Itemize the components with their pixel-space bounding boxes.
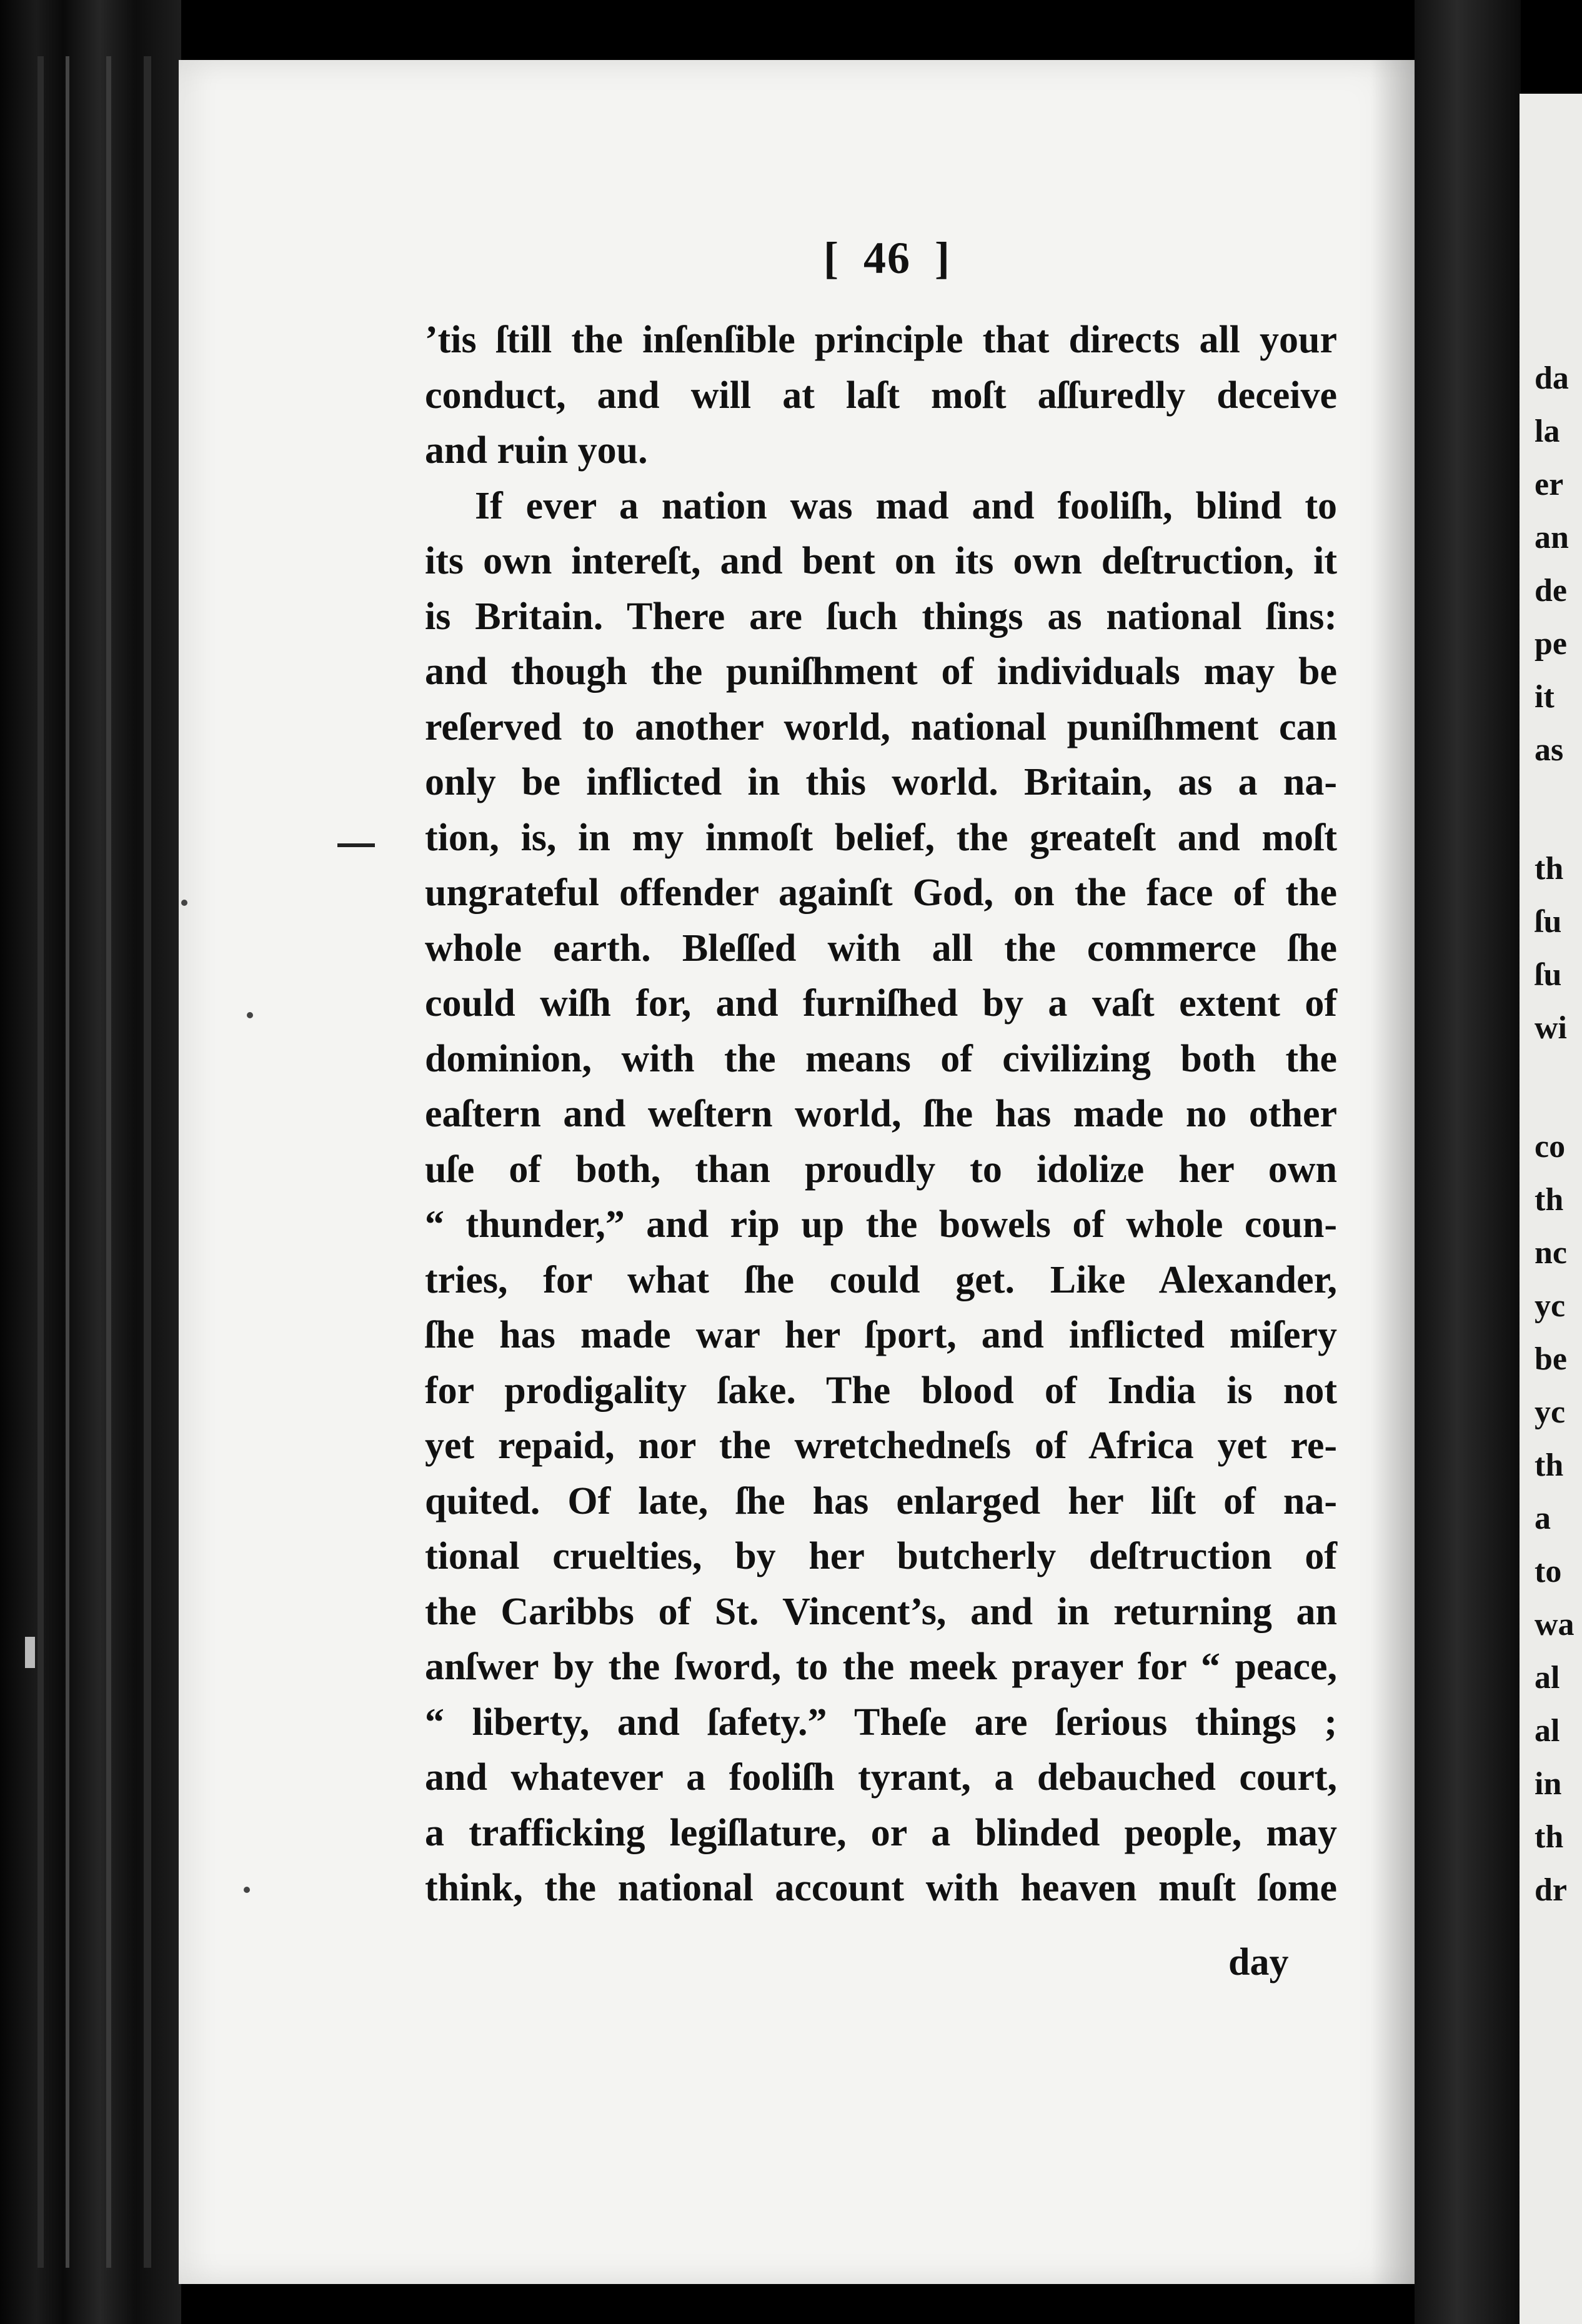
text-line: If ever a nation was mad and fooliſh, blind to (475, 484, 1337, 527)
adjacent-page-fragment: be (1535, 1341, 1567, 1377)
text-line: whole earth. Bleſſed with all the commerce ſhe (425, 926, 1337, 970)
adjacent-page-fragment: as (1535, 732, 1564, 768)
body-text (425, 312, 1337, 1916)
text-line: and though the puniſhment of individuals may be (425, 650, 1337, 693)
text-line: tional cruelties, by her butcherly deſtruction of (425, 1535, 1337, 1577)
text-line: a trafficking legiſlature, or a blinded people, may (425, 1811, 1337, 1854)
text-line: eaſtern and weſtern world, ſhe has made no other (425, 1093, 1337, 1135)
adjacent-page-fragment: yc (1535, 1288, 1566, 1324)
text-line: its own intereſt, and bent on its own deſtruction, it (425, 540, 1337, 582)
book-binding (0, 0, 181, 2324)
margin-mark (337, 843, 375, 847)
adjacent-page-fragment: da (1535, 360, 1569, 396)
adjacent-page-fragment: th (1535, 1182, 1564, 1218)
text-line: is Britain. There are ſuch things as national ſins: (425, 595, 1337, 638)
adjacent-page-fragment: ſu (1535, 904, 1562, 940)
adjacent-page-fragment: th (1535, 1819, 1564, 1855)
adjacent-page-fragment: it (1535, 679, 1555, 715)
binding-strip (37, 56, 44, 2268)
page-number: 46 (863, 233, 911, 283)
adjacent-page (1520, 94, 1582, 2324)
adjacent-page-fragment: er (1535, 467, 1564, 502)
page-header (800, 232, 975, 284)
text-line: tries, for what ſhe could get. Like Alexander, (425, 1258, 1337, 1301)
text-line: think, the national account with heaven muſt ſome (425, 1867, 1337, 1909)
header-right-bracket: ] (934, 233, 951, 283)
binding-tab (25, 1637, 35, 1668)
adjacent-page-fragment: de (1535, 573, 1567, 608)
adjacent-page-fragment: to (1535, 1554, 1562, 1589)
text-line: uſe of both, than proudly to idolize her own (425, 1148, 1337, 1191)
text-line: yet repaid, nor the wretchedneſs of Africa yet re- (425, 1424, 1337, 1467)
text-line: reſerved to another world, national puniſhment can (425, 705, 1337, 748)
adjacent-page-fragment: al (1535, 1713, 1560, 1749)
adjacent-page-fragment: nc (1535, 1235, 1567, 1271)
text-line: tion, is, in my inmoſt belief, the greateſt and moſt (425, 816, 1337, 859)
adjacent-page-fragment: th (1535, 851, 1564, 886)
adjacent-page-fragment: ſu (1535, 957, 1562, 993)
text-line: “ thunder,” and rip up the bowels of whole coun- (425, 1203, 1337, 1246)
text-line: could wiſh for, and furniſhed by a vaſt extent of (425, 982, 1337, 1025)
catchword: day (1228, 1941, 1289, 1984)
binding-strip (144, 56, 151, 2268)
margin-speck (181, 900, 187, 906)
adjacent-page-fragment: th (1535, 1448, 1564, 1483)
adjacent-page-fragment: al (1535, 1660, 1560, 1696)
adjacent-page-fragment: an (1535, 520, 1569, 555)
text-line: ſhe has made war her ſport, and inflicted miſery (425, 1314, 1337, 1356)
binding-strip (106, 56, 111, 2268)
page-gutter (1415, 0, 1521, 2324)
adjacent-page-fragment: pe (1535, 626, 1567, 662)
adjacent-page-fragment: in (1535, 1766, 1562, 1802)
text-line: dominion, with the means of civilizing both the (425, 1037, 1337, 1080)
adjacent-page-fragment: dr (1535, 1872, 1567, 1908)
adjacent-page-fragment: la (1535, 414, 1560, 449)
text-line: “ liberty, and ſafety.” Theſe are ſerious things ; (425, 1701, 1337, 1744)
adjacent-page-fragment: wa (1535, 1607, 1575, 1642)
text-line: and ruin you. (425, 429, 648, 472)
text-line: ungrateful offender againſt God, on the face of the (425, 872, 1337, 914)
text-line: quited. Of late, ſhe has enlarged her liſt of na- (425, 1479, 1337, 1522)
margin-speck (247, 1012, 253, 1018)
adjacent-page-fragment: yc (1535, 1394, 1566, 1430)
header-left-bracket: [ (823, 233, 840, 283)
text-line: the Caribbs of St. Vincent’s, and in returning an (425, 1590, 1337, 1633)
text-line: for prodigality ſake. The blood of India is not (425, 1369, 1337, 1412)
text-line: conduct, and will at laſt moſt aſſuredly deceive (425, 374, 1337, 417)
adjacent-page-fragment: wi (1535, 1010, 1567, 1046)
text-line: anſwer by the ſword, to the meek prayer for “ peace, (425, 1646, 1337, 1688)
binding-strip (66, 56, 69, 2268)
adjacent-page-fragment: a (1535, 1501, 1551, 1536)
text-line: and whatever a fooliſh tyrant, a debauched court, (425, 1756, 1337, 1799)
text-line: ’tis ſtill the inſenſible principle that directs all your (425, 319, 1337, 361)
text-line: only be inflicted in this world. Britain, as a na- (425, 761, 1337, 803)
page-shadow (1371, 60, 1415, 2284)
adjacent-page-fragment: co (1535, 1129, 1566, 1164)
margin-speck (244, 1887, 250, 1893)
